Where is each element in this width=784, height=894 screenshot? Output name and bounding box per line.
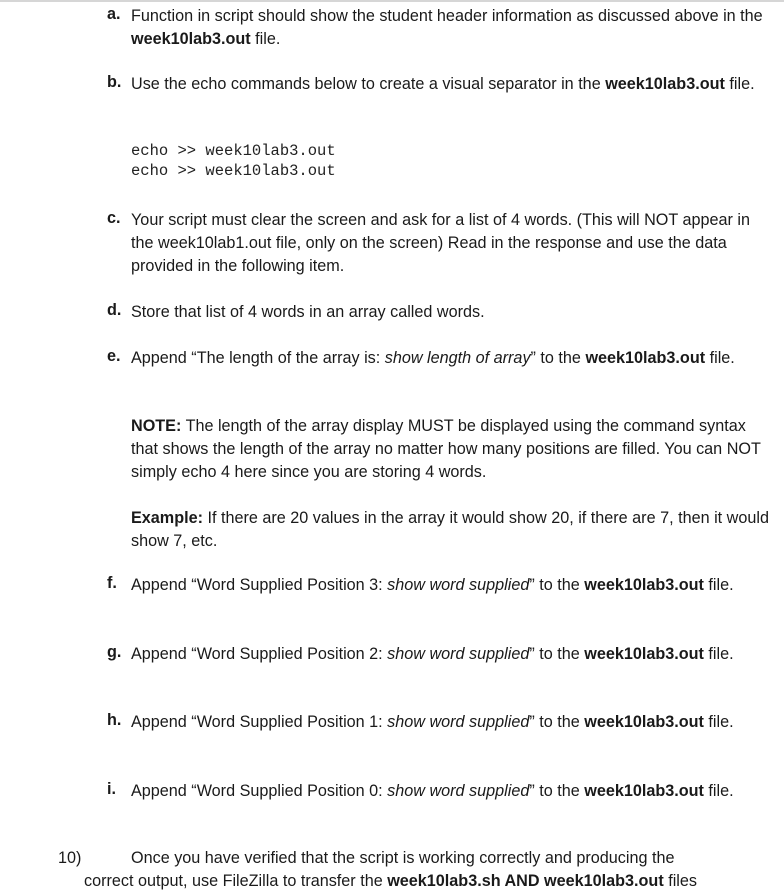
item-label: f.	[107, 574, 117, 592]
item-label: e.	[107, 347, 121, 365]
item-label: b.	[107, 73, 122, 91]
item-label: i.	[107, 780, 116, 798]
code-block	[131, 141, 336, 181]
note-label: NOTE:	[131, 417, 182, 435]
item-text: Append “Word Supplied Position 3: show word supplied” to the week10lab3.out file.	[131, 576, 734, 594]
example-paragraph	[131, 507, 771, 553]
list-item-d	[107, 301, 767, 324]
item-text: Append “Word Supplied Position 1: show word supplied” to the week10lab3.out file.	[131, 713, 734, 731]
list-item-g	[107, 643, 767, 666]
example-text: If there are 20 values in the array it would show 20, if there are 7, then it would show 7, etc.	[131, 509, 769, 550]
top-border	[0, 0, 784, 2]
item-text: Append “Word Supplied Position 2: show word supplied” to the week10lab3.out file.	[131, 645, 734, 663]
item-label: a.	[107, 5, 121, 23]
item-text: Append “The length of the array is: show length of array” to the week10lab3.out file.	[131, 349, 735, 367]
item-label: h.	[107, 711, 122, 729]
note-paragraph	[131, 415, 771, 484]
note-text: The length of the array display MUST be displayed using the command syntax that shows the length of the array no matter how many positions are filled. You can NOT simply echo 4 here since you are storing 4 words.	[131, 417, 761, 481]
list-item-f	[107, 574, 767, 597]
step-text-line2: correct output, use FileZilla to transfer the week10lab3.sh AND week10lab3.out files	[84, 872, 698, 890]
item-label: d.	[107, 301, 122, 319]
list-item-i	[107, 780, 767, 803]
item-label: c.	[107, 209, 121, 227]
code-line: echo >> week10lab3.out	[131, 162, 336, 180]
item-text: Function in script should show the student header information as discussed above in the week10lab3.out file.	[131, 7, 763, 48]
list-item-c	[107, 209, 767, 278]
item-label: g.	[107, 643, 122, 661]
example-label: Example:	[131, 509, 203, 527]
list-item-a	[107, 5, 767, 51]
item-text: Store that list of 4 words in an array called words.	[131, 303, 485, 321]
step-number: 10)	[58, 849, 82, 867]
item-text: Your script must clear the screen and ask for a list of 4 words. (This will NOT appear in the week10lab1.out file, only on the screen) Read in the response and use the data provided in the following item.	[131, 211, 750, 275]
list-item-h	[107, 711, 767, 734]
code-line: echo >> week10lab3.out	[131, 142, 336, 160]
item-text: Append “Word Supplied Position 0: show word supplied” to the week10lab3.out file.	[131, 782, 734, 800]
list-item-e	[107, 347, 767, 370]
item-text: Use the echo commands below to create a visual separator in the week10lab3.out file.	[131, 75, 755, 93]
step-text-line1: Once you have verified that the script is working correctly and producing the	[131, 849, 675, 867]
list-item-b	[107, 73, 767, 96]
